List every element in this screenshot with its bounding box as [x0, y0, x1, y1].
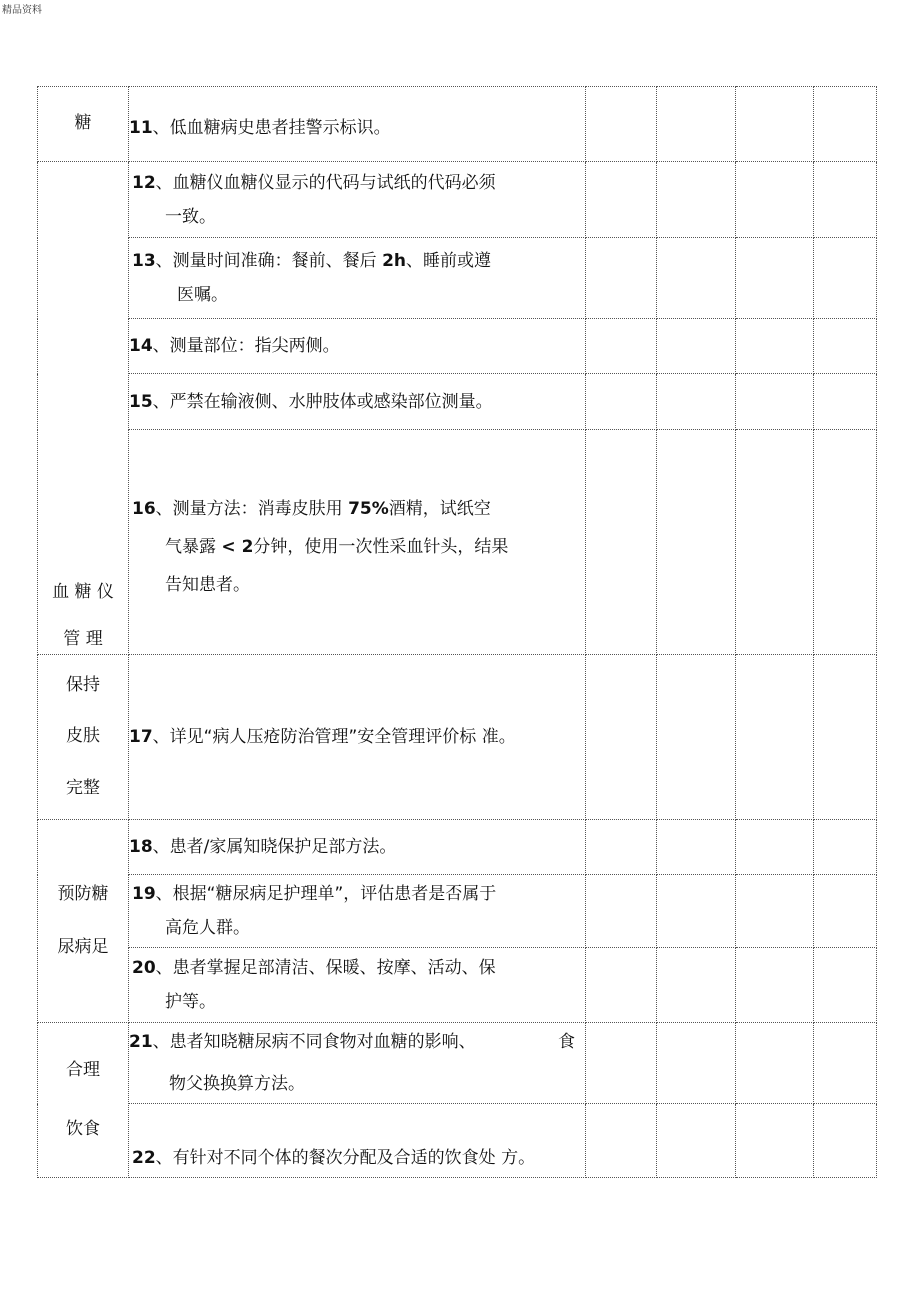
score-cell[interactable]	[736, 948, 814, 1023]
score-cell[interactable]	[586, 238, 657, 319]
table-row	[38, 238, 877, 319]
score-cell[interactable]	[814, 1023, 877, 1104]
score-cell[interactable]	[736, 87, 814, 162]
table-row	[38, 875, 877, 948]
checklist-table	[37, 86, 877, 1178]
score-cell[interactable]	[657, 319, 736, 374]
table-row	[38, 430, 877, 655]
item-cell	[129, 655, 586, 820]
item-text: 、根据“糖尿病足护理单”，评估患者是否属于	[155, 884, 497, 904]
item-text: 、测量部位：指尖两侧。	[152, 336, 340, 356]
score-cell[interactable]	[586, 87, 657, 162]
item-cell	[129, 374, 586, 430]
score-cell[interactable]	[586, 655, 657, 820]
item-cell	[129, 875, 586, 948]
score-cell[interactable]	[814, 430, 877, 655]
score-cell[interactable]	[736, 162, 814, 238]
item-cell	[129, 162, 586, 238]
table-row	[38, 655, 877, 820]
category-label: 皮肤	[66, 726, 100, 747]
category-label: 糖	[74, 113, 92, 134]
score-cell[interactable]	[586, 430, 657, 655]
table-row	[38, 820, 877, 875]
score-cell[interactable]	[586, 875, 657, 948]
item-number: 20	[132, 958, 156, 978]
score-cell[interactable]	[586, 1104, 657, 1178]
item-text-continued: 护等。	[165, 992, 216, 1012]
score-cell[interactable]	[657, 655, 736, 820]
item-text: 、严禁在输液侧、水肿肢体或感染部位测量。	[152, 391, 493, 412]
item-number: 17	[129, 727, 153, 747]
score-cell[interactable]	[736, 430, 814, 655]
item-cell	[129, 87, 586, 162]
item-number: 19	[132, 884, 156, 904]
score-cell[interactable]	[586, 820, 657, 875]
score-cell[interactable]	[736, 1104, 814, 1178]
item-text-bold: < 2	[221, 537, 254, 557]
table-row	[38, 1104, 877, 1178]
item-number: 22	[132, 1148, 156, 1168]
category-label: 饮食	[66, 1119, 100, 1139]
score-cell[interactable]	[814, 1104, 877, 1178]
category-label: 管 理	[63, 628, 103, 649]
table-row	[38, 87, 877, 162]
category-label: 合理	[66, 1059, 100, 1080]
item-cell	[129, 820, 586, 875]
item-text-continued: 一致。	[165, 206, 216, 227]
score-cell[interactable]	[657, 1023, 736, 1104]
item-cell	[129, 238, 586, 319]
score-cell[interactable]	[736, 238, 814, 319]
score-cell[interactable]	[657, 162, 736, 238]
category-cell	[38, 820, 129, 1023]
score-cell[interactable]	[814, 238, 877, 319]
item-text: 、血糖仪血糖仪显示的代码与试纸的代码必须	[155, 172, 496, 193]
score-cell[interactable]	[586, 162, 657, 238]
score-cell[interactable]	[586, 1023, 657, 1104]
table-row	[38, 374, 877, 430]
score-cell[interactable]	[736, 655, 814, 820]
item-text: 、测量方法：消毒皮肤用	[155, 499, 349, 519]
item-text-continued: 高危人群。	[165, 918, 250, 938]
item-text: 酒精，试纸空	[388, 499, 491, 519]
category-cell	[38, 162, 129, 655]
item-number: 14	[129, 336, 153, 356]
category-cell	[38, 655, 129, 820]
item-number: 11	[129, 118, 153, 138]
table-row	[38, 162, 877, 238]
table-row	[38, 1023, 877, 1104]
item-number: 13	[132, 251, 156, 271]
item-number: 12	[132, 172, 156, 193]
watermark-text: 精品资料	[2, 5, 42, 16]
score-cell[interactable]	[814, 319, 877, 374]
item-number: 15	[129, 391, 153, 412]
item-number: 21	[129, 1032, 153, 1052]
score-cell[interactable]	[657, 238, 736, 319]
score-cell[interactable]	[586, 374, 657, 430]
score-cell[interactable]	[814, 948, 877, 1023]
item-text-continued: 分钟，使用一次性采血针头，结果	[253, 537, 509, 557]
score-cell[interactable]	[736, 319, 814, 374]
item-text: 、患者/家属知晓保护足部方法。	[152, 837, 397, 857]
score-cell[interactable]	[736, 1023, 814, 1104]
item-text: 、有针对不同个体的餐次分配及合适的饮食处 方。	[155, 1148, 536, 1168]
item-text-bold: 2h	[382, 251, 407, 271]
item-text-tail: 食	[558, 1032, 575, 1052]
item-cell	[129, 430, 586, 655]
score-cell[interactable]	[657, 374, 736, 430]
item-text: 、睡前或遵	[406, 251, 492, 271]
item-cell	[129, 1023, 586, 1104]
score-cell[interactable]	[814, 374, 877, 430]
category-cell	[38, 87, 129, 162]
item-text-continued: 告知患者。	[165, 575, 250, 595]
category-label: 血 糖 仪	[52, 581, 114, 602]
category-label: 完整	[66, 777, 100, 798]
score-cell[interactable]	[736, 820, 814, 875]
item-number: 16	[132, 499, 156, 519]
score-cell[interactable]	[657, 430, 736, 655]
item-text-bold: 75%	[348, 499, 389, 519]
score-cell[interactable]	[657, 875, 736, 948]
category-label: 预防糖	[57, 883, 109, 904]
table-row	[38, 948, 877, 1023]
category-cell	[38, 1023, 129, 1178]
score-cell[interactable]	[586, 948, 657, 1023]
item-text: 、低血糖病史患者挂警示标识。	[152, 118, 391, 138]
category-label: 保持	[66, 675, 100, 696]
score-cell[interactable]	[586, 319, 657, 374]
score-cell[interactable]	[814, 875, 877, 948]
item-text: 、患者知晓糖尿病不同食物对血糖的影响、	[152, 1032, 476, 1052]
category-label: 尿病足	[57, 937, 109, 957]
item-number: 18	[129, 837, 153, 857]
item-text-continued: 物父换换算方法。	[169, 1074, 305, 1094]
item-text-continued: 医嘱。	[177, 285, 228, 305]
item-text-continued: 气暴露	[165, 537, 222, 557]
item-text: 、测量时间准确：餐前、餐后	[155, 251, 383, 271]
score-cell[interactable]	[736, 374, 814, 430]
item-text: 、患者掌握足部清洁、保暖、按摩、活动、保	[155, 958, 496, 978]
score-cell[interactable]	[814, 655, 877, 820]
score-cell[interactable]	[657, 948, 736, 1023]
item-cell	[129, 319, 586, 374]
score-cell[interactable]	[657, 1104, 736, 1178]
score-cell[interactable]	[736, 875, 814, 948]
table-row	[38, 319, 877, 374]
score-cell[interactable]	[657, 87, 736, 162]
item-cell	[129, 1104, 586, 1178]
score-cell[interactable]	[657, 820, 736, 875]
item-cell	[129, 948, 586, 1023]
score-cell[interactable]	[814, 87, 877, 162]
item-text: 、详见“病人压疮防治管理”安全管理评价标 准。	[152, 727, 516, 747]
score-cell[interactable]	[814, 820, 877, 875]
score-cell[interactable]	[814, 162, 877, 238]
